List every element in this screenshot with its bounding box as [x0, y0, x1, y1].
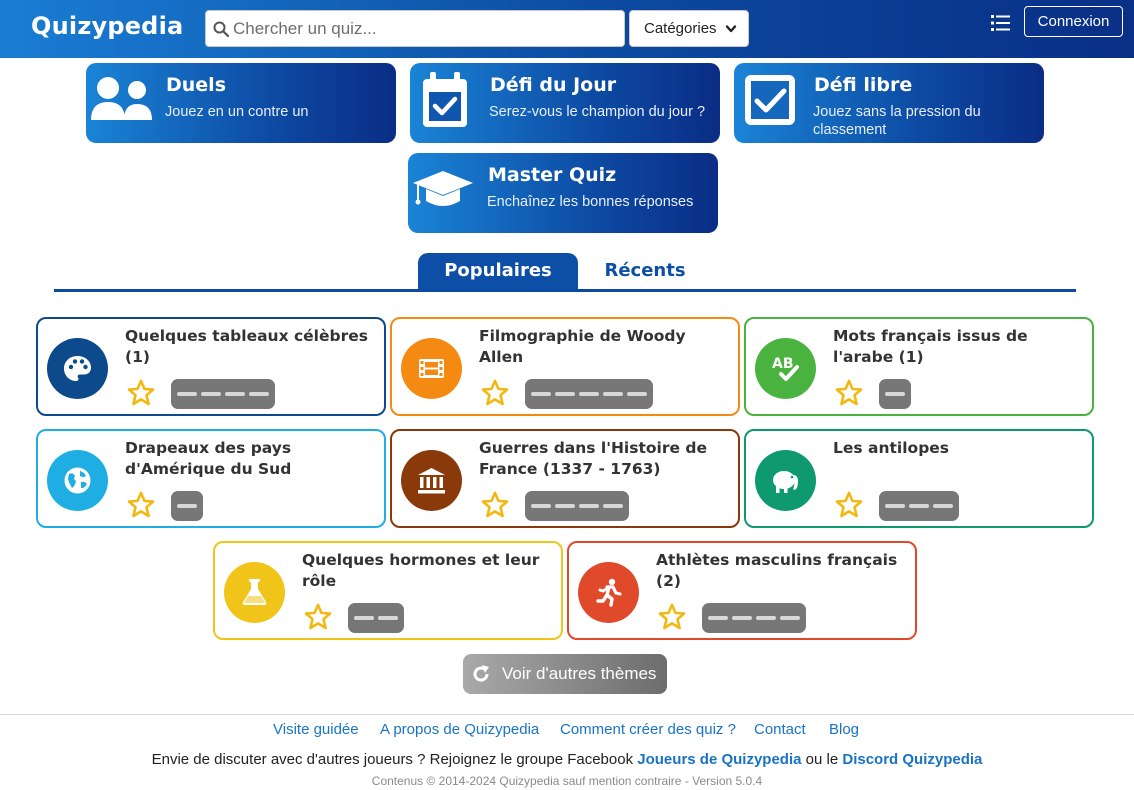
mode-title: Défi du Jour — [490, 74, 617, 96]
categories-dropdown[interactable] — [629, 10, 749, 47]
quiz-title: Athlètes masculins français (2) — [656, 551, 898, 590]
difficulty-dash — [201, 392, 221, 396]
quiz-card[interactable] — [36, 317, 386, 416]
top-navbar — [0, 0, 1134, 58]
difficulty-dash — [579, 392, 599, 396]
quiz-card[interactable] — [567, 541, 917, 640]
spellcheck-icon — [755, 338, 816, 399]
difficulty-badge — [525, 379, 653, 409]
landmark-icon — [401, 450, 462, 511]
mode-card-duels[interactable] — [86, 63, 396, 143]
calendar-check-icon — [420, 71, 470, 129]
difficulty-badge — [171, 491, 203, 521]
difficulty-badge — [879, 491, 959, 521]
mode-card-daily-challenge[interactable] — [410, 63, 720, 143]
difficulty-dash — [579, 504, 599, 508]
difficulty-badge — [525, 491, 629, 521]
difficulty-dash — [780, 616, 800, 620]
mode-subtitle: Jouez en un contre un — [165, 104, 309, 120]
quiz-card[interactable] — [744, 429, 1094, 528]
quiz-card[interactable] — [744, 317, 1094, 416]
difficulty-badge — [702, 603, 806, 633]
favorite-star-icon[interactable] — [127, 491, 155, 518]
favorite-star-icon[interactable] — [658, 603, 686, 630]
quiz-card[interactable] — [390, 429, 740, 528]
mode-subtitle: Serez-vous le champion du jour ? — [489, 104, 706, 120]
favorite-star-icon[interactable] — [481, 491, 509, 518]
footer-link-blog[interactable]: Blog — [829, 721, 860, 738]
difficulty-dash — [531, 504, 551, 508]
favorite-star-icon[interactable] — [127, 379, 155, 406]
categories-label: Catégories — [644, 20, 717, 37]
footer-divider — [0, 714, 1134, 715]
copyright-text: Contenus © 2014-2024 Quizypedia sauf mention contraire - Version 5.0.4 — [371, 774, 763, 788]
more-themes-label: Voir d'autres thèmes — [502, 664, 657, 683]
search-icon — [213, 21, 229, 37]
site-logo[interactable]: Quizypedia — [31, 12, 184, 40]
refresh-icon — [471, 664, 491, 684]
quiz-card[interactable] — [390, 317, 740, 416]
quiz-title: Filmographie de Woody Allen — [479, 327, 686, 366]
globe-icon — [47, 450, 108, 511]
difficulty-badge — [348, 603, 404, 633]
tab-underline — [54, 289, 1076, 292]
difficulty-dash — [909, 504, 929, 508]
difficulty-badge — [879, 379, 911, 409]
difficulty-dash — [627, 392, 647, 396]
mode-subtitle: Jouez sans la pression du classement — [813, 104, 981, 138]
checkbox-icon — [744, 74, 796, 126]
difficulty-dash — [177, 504, 197, 508]
footer-message-middle: ou le — [805, 751, 839, 768]
mode-card-free-challenge[interactable] — [734, 63, 1044, 143]
footer-link-create-quiz[interactable]: Comment créer des quiz ? — [560, 721, 736, 738]
users-icon — [91, 76, 153, 121]
difficulty-dash — [603, 504, 623, 508]
difficulty-dash — [732, 616, 752, 620]
quiz-title: Guerres dans l'Histoire de France (1337 - 1763) — [479, 439, 708, 478]
quiz-card[interactable] — [213, 541, 563, 640]
difficulty-dash — [378, 616, 398, 620]
difficulty-dash — [531, 392, 551, 396]
favorite-star-icon[interactable] — [835, 379, 863, 406]
mode-title: Défi libre — [814, 74, 913, 96]
quiz-title: Quelques hormones et leur rôle — [302, 551, 540, 590]
difficulty-dash — [885, 504, 905, 508]
footer-community-message — [0, 751, 1134, 768]
footer-link-tour[interactable]: Visite guidée — [273, 721, 359, 738]
facebook-group-link[interactable]: Joueurs de Quizypedia — [637, 751, 802, 768]
quiz-title: Les antilopes — [833, 439, 950, 457]
favorite-star-icon[interactable] — [835, 491, 863, 518]
more-themes-button[interactable] — [463, 654, 667, 694]
list-icon[interactable] — [991, 14, 1011, 32]
film-icon — [401, 338, 462, 399]
chevron-down-icon — [725, 23, 737, 35]
tab-populaires[interactable]: Populaires — [418, 253, 578, 289]
difficulty-dash — [177, 392, 197, 396]
tab-recents[interactable]: Récents — [604, 260, 686, 281]
difficulty-dash — [354, 616, 374, 620]
difficulty-dash — [555, 392, 575, 396]
favorite-star-icon[interactable] — [481, 379, 509, 406]
difficulty-dash — [933, 504, 953, 508]
favorite-star-icon[interactable] — [304, 603, 332, 630]
difficulty-dash — [708, 616, 728, 620]
quiz-title: Mots français issus de l'arabe (1) — [833, 327, 1028, 366]
running-icon — [578, 562, 639, 623]
footer-link-contact[interactable]: Contact — [754, 721, 806, 738]
discord-link[interactable]: Discord Quizypedia — [842, 751, 983, 768]
palette-icon — [47, 338, 108, 399]
quiz-card[interactable] — [36, 429, 386, 528]
difficulty-dash — [249, 392, 269, 396]
difficulty-badge — [171, 379, 275, 409]
mode-subtitle: Enchaînez les bonnes réponses — [487, 194, 694, 210]
graduation-cap-icon — [412, 169, 474, 211]
animal-icon — [755, 450, 816, 511]
difficulty-dash — [756, 616, 776, 620]
difficulty-dash — [885, 392, 905, 396]
login-button[interactable]: Connexion — [1024, 6, 1123, 37]
svg-text:AB: AB — [772, 356, 794, 372]
difficulty-dash — [603, 392, 623, 396]
difficulty-dash — [555, 504, 575, 508]
footer-link-about[interactable]: A propos de Quizypedia — [380, 721, 540, 738]
quiz-title: Drapeaux des pays d'Amérique du Sud — [125, 439, 292, 478]
difficulty-dash — [225, 392, 245, 396]
footer-message-prefix: Envie de discuter avec d'autres joueurs ? Rejoignez le groupe Facebook — [151, 751, 634, 768]
quiz-title: Quelques tableaux célèbres (1) — [125, 327, 368, 366]
search-input[interactable] — [233, 11, 618, 46]
search-box[interactable] — [205, 10, 625, 47]
flask-icon — [224, 562, 285, 623]
mode-card-master-quiz[interactable] — [408, 153, 718, 233]
mode-title: Master Quiz — [488, 164, 617, 186]
mode-title: Duels — [166, 74, 227, 96]
